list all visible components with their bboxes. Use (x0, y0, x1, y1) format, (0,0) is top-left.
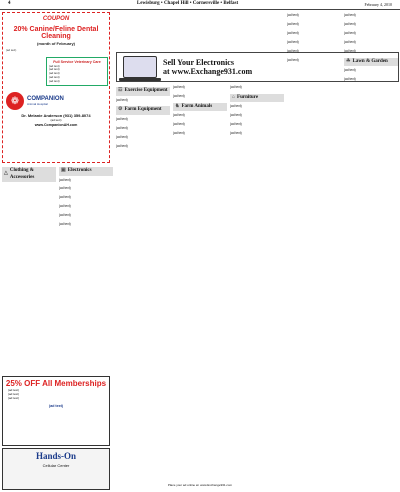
service-item: (ad text) (49, 67, 60, 72)
classified-ad[interactable]: (ad text) (287, 48, 299, 53)
classified-ad[interactable]: (ad text) (344, 77, 356, 82)
column-7 (344, 13, 398, 86)
section-header-electronics: ▣ Electronics (59, 167, 113, 176)
classified-ad[interactable]: (ad text) (173, 93, 185, 98)
classified-ad[interactable]: (ad text) (116, 143, 128, 148)
doctor-line: Dr. Melanie Anderson (931) 359-8074 (21, 113, 91, 119)
paw-print-icon: ❁ (6, 92, 24, 110)
service-item: (ad text) (49, 71, 60, 76)
services-box (46, 57, 108, 87)
memberships-ad[interactable] (2, 376, 110, 446)
classified-ad[interactable]: (ad text) (59, 195, 71, 200)
hands-on-title: Hands-On (35, 451, 77, 461)
memberships-bullet: (ad text) (8, 388, 20, 393)
classified-ad[interactable]: (ad text) (173, 122, 185, 127)
memberships-bullet: (ad text) (8, 396, 20, 401)
classified-ad[interactable]: (ad text) (230, 122, 242, 127)
tv-icon: ▣ (61, 168, 66, 173)
coupon-fine-print: (ad text) (6, 48, 17, 53)
services-title: Full Service Veterinary Care (53, 59, 101, 64)
clinic-address: (ad text) (50, 117, 62, 122)
classified-ad[interactable]: (ad text) (344, 68, 356, 73)
section-header-lawn-garden: ☘ Lawn & Garden (344, 58, 398, 67)
coupon-offer-sub: (month of February) (37, 41, 75, 47)
section-header-clothing: △ Clothing & Accessories (2, 167, 56, 182)
hands-on-subtitle: Cellular Center (42, 462, 70, 468)
tractor-icon: ⚙ (118, 107, 123, 113)
page-footer: Place your ad online at: www.Exchange931.com (167, 483, 233, 487)
classified-ad[interactable]: (ad text) (344, 39, 356, 44)
brand-sub: Animal Hospital (27, 102, 48, 107)
section-header-farm-animals: ♞ Farm Animals (173, 103, 227, 112)
coupon-offer: 20% Canine/Feline Dental Cleaning (13, 25, 99, 41)
classified-ad[interactable]: (ad text) (116, 134, 128, 139)
classified-ad[interactable]: (ad text) (344, 48, 356, 53)
classified-ad[interactable]: (ad text) (230, 131, 242, 136)
classified-ad[interactable]: (ad text) (344, 21, 356, 26)
classified-ad[interactable]: (ad text) (116, 116, 128, 121)
page-header (0, 0, 400, 10)
classified-ad[interactable]: (ad text) (59, 177, 71, 182)
classified-ad[interactable]: (ad text) (116, 97, 128, 102)
classified-ad[interactable]: (ad text) (287, 21, 299, 26)
masthead: Lewisburg • Chapel Hill • Cornersville • Belfast (136, 1, 239, 7)
memberships-bullet: (ad text) (8, 392, 20, 397)
column-5 (230, 85, 284, 140)
classified-ad[interactable]: (ad text) (59, 204, 71, 209)
classified-ad[interactable]: (ad text) (230, 113, 242, 118)
memberships-title: 25% OFF All Memberships (5, 379, 107, 388)
page-number: 4 (8, 1, 11, 7)
column-1 (2, 165, 56, 184)
column-3 (116, 85, 170, 153)
classified-ad[interactable]: (ad text) (173, 113, 185, 118)
hanger-icon: △ (4, 171, 8, 177)
coupon-label: COUPON (42, 16, 70, 22)
classified-ad[interactable]: (ad text) (173, 85, 185, 89)
service-item: (ad text) (49, 74, 60, 79)
column-6 (287, 13, 341, 67)
banner-line1: Sell Your Electronics (163, 57, 234, 67)
chair-icon: ⌂ (232, 94, 236, 100)
classified-ad[interactable]: (ad text) (230, 85, 242, 89)
classified-ad[interactable]: (ad text) (230, 104, 242, 109)
classified-ad[interactable]: (ad text) (287, 39, 299, 44)
laptop-icon (123, 56, 157, 78)
section-header-exercise: ☲ Exercise Equipment (116, 87, 170, 96)
section-header-furniture: ⌂ Furniture (230, 94, 284, 103)
classified-ad[interactable]: (ad text) (287, 13, 299, 17)
classified-ad[interactable]: (ad text) (116, 125, 128, 130)
horse-icon: ♞ (175, 103, 180, 109)
classified-ad[interactable]: (ad text) (287, 30, 299, 35)
leaf-icon: ☘ (346, 58, 351, 64)
clinic-website[interactable]: www.CompanionAH.com (34, 122, 78, 127)
brand-name: COMPANION (27, 95, 64, 102)
classified-ad[interactable]: (ad text) (59, 186, 71, 191)
classified-ad[interactable]: (ad text) (344, 30, 356, 35)
dental-coupon-ad[interactable] (2, 12, 110, 163)
column-4 (173, 85, 227, 140)
companion-logo (6, 92, 106, 110)
service-item: (ad text) (49, 63, 60, 68)
dumbbell-icon: ☲ (118, 88, 123, 93)
classified-ad[interactable]: (ad text) (173, 131, 185, 136)
classified-ad[interactable]: (ad text) (59, 222, 71, 227)
memberships-tagline: (ad text) (49, 404, 63, 409)
classified-ad[interactable]: (ad text) (287, 57, 299, 62)
service-item: (ad text) (49, 78, 60, 83)
banner-line2: at www.Exchange931.com (163, 67, 253, 76)
classified-ad[interactable]: (ad text) (344, 13, 356, 17)
column-2 (59, 165, 113, 231)
section-header-farm-equipment: ⚙ Farm Equipment (116, 106, 170, 115)
classified-ad[interactable]: (ad text) (59, 213, 71, 218)
issue-date: February 4, 2010 (364, 1, 392, 7)
